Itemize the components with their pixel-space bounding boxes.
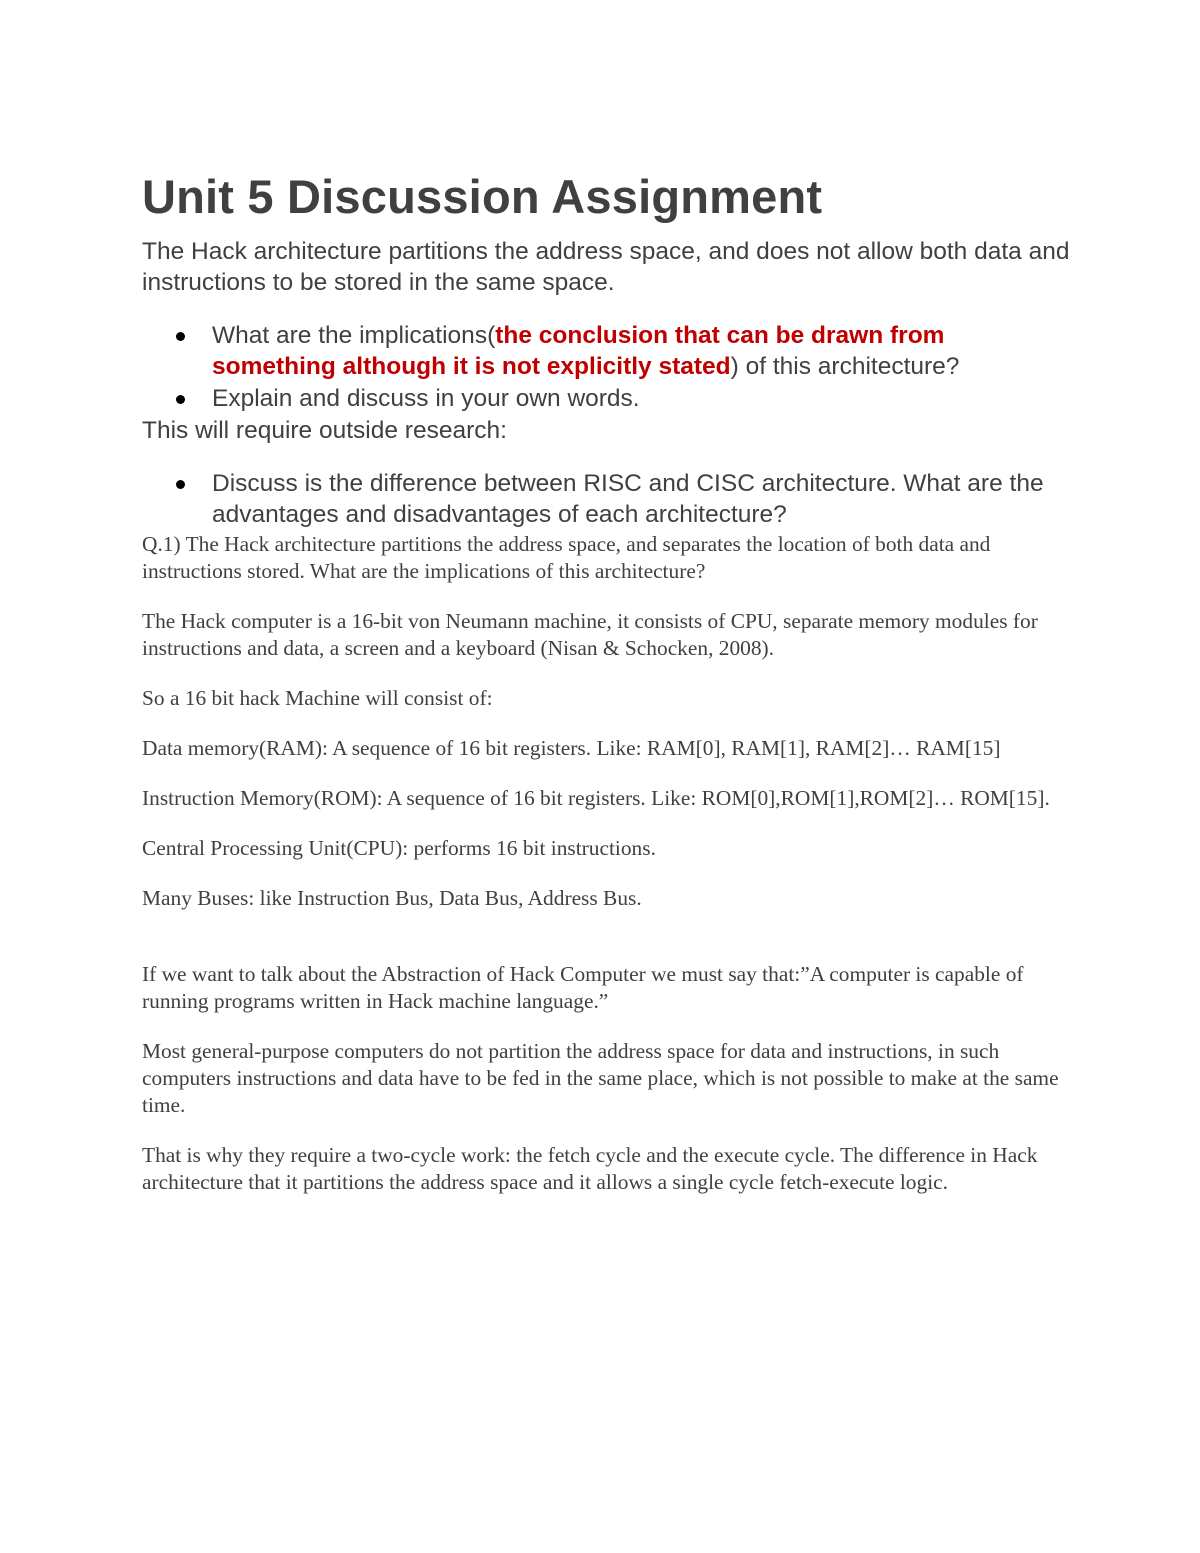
answer-paragraph: The Hack computer is a 16-bit von Neumann machine, it consists of CPU, separate memory modules for instructions and data, a screen and a keyboard (Nisan & Schocken, 2008).	[142, 609, 1038, 660]
definition-highlight: the conclusion that can be drawn from something although it is not explicitly stated	[212, 322, 945, 380]
question-text: Explain and discuss in your own words.	[212, 385, 640, 412]
list-item	[142, 468, 1072, 530]
answer-paragraph: Data memory(RAM): A sequence of 16 bit registers. Like: RAM[0], RAM[1], RAM[2]… RAM[15]	[142, 736, 1001, 760]
research-label: This will require outside research:	[142, 417, 507, 444]
answer-paragraph: Most general-purpose computers do not partition the address space for data and instructions, in such computers instructions and data have to be fed in the same place, which is not possible to make at the same time.	[142, 1039, 1059, 1117]
page-title: Unit 5 Discussion Assignment	[142, 170, 823, 223]
answer-paragraph: So a 16 bit hack Machine will consist of:	[142, 686, 493, 710]
list-item	[142, 383, 1072, 414]
list-item	[142, 320, 1072, 382]
answer-paragraph: That is why they require a two-cycle work: the fetch cycle and the execute cycle. The difference in Hack architecture that it partitions the address space and it allows a single cycle fetch-execute logic.	[142, 1143, 1038, 1194]
question-text: Discuss is the difference between RISC and CISC architecture. What are the advantages and disadvantages of each architecture?	[212, 470, 1044, 528]
answer-question-1: Q.1) The Hack architecture partitions the address space, and separates the location of both data and instructions stored. What are the implications of this architecture?	[142, 532, 991, 583]
answer-paragraph: If we want to talk about the Abstraction of Hack Computer we must say that:”A computer is capable of running programs written in Hack machine language.”	[142, 962, 1024, 1013]
question-prefix: What are the implications(	[212, 322, 496, 349]
answer-paragraph: Many Buses: like Instruction Bus, Data Bus, Address Bus.	[142, 886, 642, 910]
document-content	[142, 168, 1072, 1219]
question-list	[142, 320, 1072, 414]
assignment-intro: The Hack architecture partitions the address space, and does not allow both data and instructions to be stored in the same space.	[142, 238, 1070, 296]
answer-paragraph: Central Processing Unit(CPU): performs 16 bit instructions.	[142, 836, 656, 860]
paragraph-spacer	[142, 935, 1072, 961]
bullet-icon	[176, 332, 185, 341]
bullet-icon	[176, 480, 185, 489]
answer-paragraph: Instruction Memory(ROM): A sequence of 16 bit registers. Like: ROM[0],ROM[1],ROM[2]… ROM[15].	[142, 786, 1050, 810]
question-suffix: ) of this architecture?	[730, 353, 960, 380]
research-question-list	[142, 468, 1072, 530]
bullet-icon	[176, 395, 185, 404]
